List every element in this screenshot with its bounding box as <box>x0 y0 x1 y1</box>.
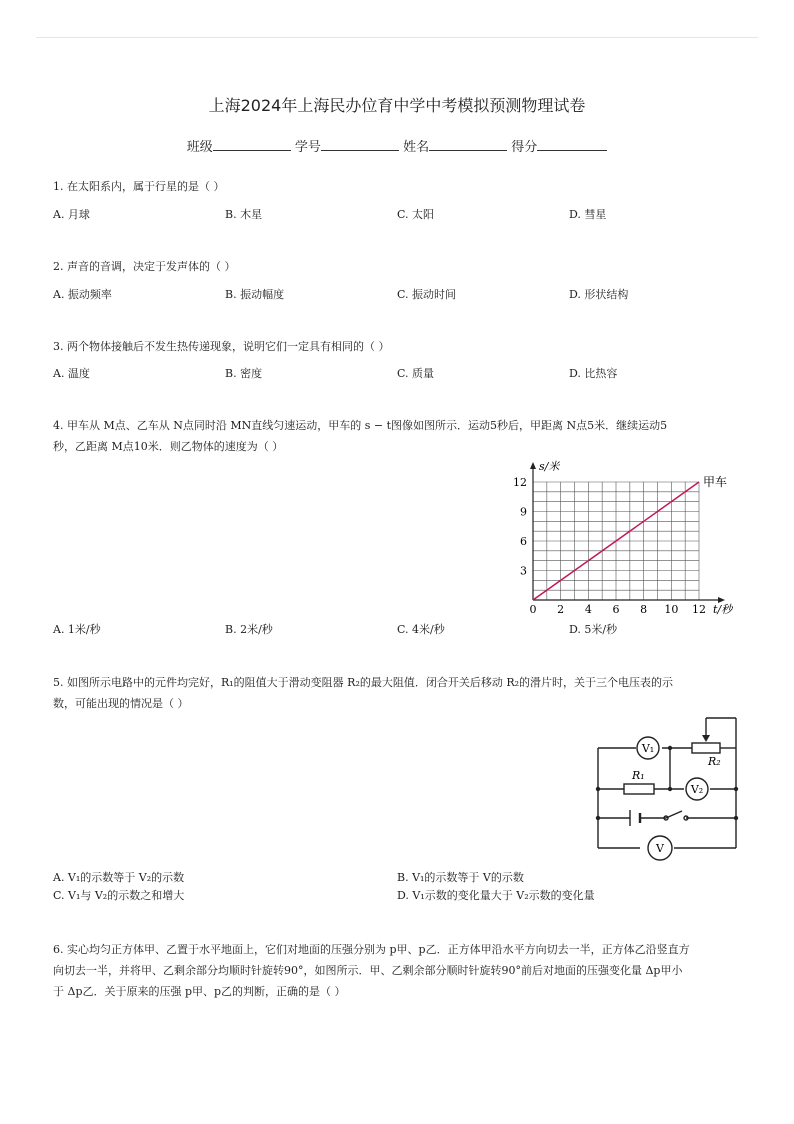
x-tick-label: 2 <box>557 603 565 616</box>
x-tick-label: 0 <box>529 603 537 616</box>
q3-option-a[interactable]: A. 温度 <box>53 367 90 380</box>
x-tick-label: 12 <box>692 603 706 616</box>
question-6-stem <box>53 939 743 1002</box>
slider-arrowhead <box>702 735 710 742</box>
v2-label: V₂ <box>690 783 704 796</box>
name-label: 姓名 <box>403 140 430 155</box>
class-label: 班级 <box>186 140 213 155</box>
x-tick-label: 8 <box>640 603 648 616</box>
q4-option-a[interactable]: A. 1米/秒 <box>53 623 101 636</box>
name-blank[interactable] <box>429 138 507 151</box>
question-4-stem <box>53 415 743 457</box>
x-tick-label: 6 <box>612 603 620 616</box>
q1-option-b[interactable]: B. 木星 <box>225 208 263 221</box>
x-axis-label: t/秒 <box>713 603 733 616</box>
score-blank[interactable] <box>537 138 607 151</box>
y-tick-label: 3 <box>520 564 527 578</box>
y-axis-label: s/米 <box>539 460 560 473</box>
number-blank[interactable] <box>321 138 399 151</box>
junction-dot <box>596 816 600 820</box>
r2-resistor <box>692 743 720 753</box>
y-tick-label: 6 <box>520 535 527 548</box>
page-title: 上海2024年上海民办位育中学中考模拟预测物理试卷 <box>208 96 586 115</box>
q5-option-a[interactable]: A. V₁的示数等于 V₂的示数 <box>53 871 185 884</box>
junction-dot <box>668 787 672 791</box>
question-2-stem: 2. 声音的音调，决定于发声体的（ ） <box>53 260 236 273</box>
q1-option-a[interactable]: A. 月球 <box>53 208 90 221</box>
class-blank[interactable] <box>213 138 291 151</box>
number-label: 学号 <box>294 140 321 155</box>
y-axis-arrow <box>530 462 536 469</box>
q4-option-b[interactable]: B. 2米/秒 <box>225 623 273 636</box>
question-5-stem <box>53 672 743 714</box>
q1-option-c[interactable]: C. 太阳 <box>397 208 435 221</box>
q5-option-b[interactable]: B. V₁的示数等于 V的示数 <box>397 871 524 884</box>
r2-label: R₂ <box>708 755 721 768</box>
chart-ticks <box>513 460 734 616</box>
student-info-row <box>0 136 794 155</box>
junction-dot <box>596 787 600 791</box>
y-tick-label: 12 <box>513 476 527 489</box>
q6-stem-line-1: 6. 实心均匀正方体甲、乙置于水平地面上，它们对地面的压强分别为 p甲、p乙．正方体甲沿水平方向切去一半，正方体乙沿竖直方 <box>53 943 690 956</box>
q3-option-d[interactable]: D. 比热容 <box>569 367 618 380</box>
q5-stem-line-1: 5. 如图所示电路中的元件均完好，R₁的阻值大于滑动变阻器 R₂的最大阻值．闭合开关后移动 R₂的滑片时，关于三个电压表的示 <box>53 676 674 689</box>
junction-dot <box>734 816 738 820</box>
junction-dot <box>668 746 672 750</box>
q4-stem-line-2: 秒，乙距离 M点10米．则乙物体的速度为（ ） <box>53 440 284 453</box>
r1-label: R₁ <box>632 769 645 782</box>
x-tick-label: 10 <box>664 603 679 616</box>
q2-option-d[interactable]: D. 形状结构 <box>569 288 629 301</box>
q3-option-c[interactable]: C. 质量 <box>397 367 435 380</box>
q2-option-c[interactable]: C. 振动时间 <box>397 288 457 301</box>
q3-option-b[interactable]: B. 密度 <box>225 367 263 380</box>
v1-label: V₁ <box>641 742 655 755</box>
q6-stem-line-3: 于 Δp乙．关于原来的压强 p甲、p乙的判断，正确的是（ ） <box>53 985 346 998</box>
header-divider <box>36 37 758 38</box>
q4-option-c[interactable]: C. 4米/秒 <box>397 623 445 636</box>
series-label-jia: 甲车 <box>703 475 728 489</box>
q2-option-b[interactable]: B. 振动幅度 <box>225 288 285 301</box>
q5-stem-line-2: 数，可能出现的情况是（ ） <box>53 697 189 710</box>
circuit-diagram <box>590 712 750 862</box>
question-1-stem: 1. 在太阳系内，属于行星的是（ ） <box>53 180 225 193</box>
q2-option-a[interactable]: A. 振动频率 <box>53 288 112 301</box>
q4-stem-line-1: 4. 甲车从 M点、乙车从 N点同时沿 MN直线匀速运动，甲车的 s − t图像如图所示．运动5秒后，甲距离 N点5米．继续运动5 <box>53 419 668 432</box>
q1-option-d[interactable]: D. 彗星 <box>569 208 607 221</box>
s-t-chart <box>505 458 745 616</box>
q5-option-d[interactable]: D. V₁示数的变化量大于 V₂示数的变化量 <box>397 889 595 902</box>
y-tick-label: 9 <box>520 505 527 519</box>
q6-stem-line-2: 向切去一半，并将甲、乙剩余部分均顺时针旋转90°，如图所示．甲、乙剩余部分顺时针旋转90°前后对地面的压强变化量 Δp甲小 <box>53 964 683 977</box>
x-tick-label: 4 <box>584 603 592 616</box>
question-3-stem: 3. 两个物体接触后不发生热传递现象，说明它们一定具有相同的（ ） <box>53 340 390 353</box>
q5-option-c[interactable]: C. V₁与 V₂的示数之和增大 <box>53 889 185 902</box>
q4-option-d[interactable]: D. 5米/秒 <box>569 623 618 636</box>
r1-resistor <box>624 784 654 794</box>
v-label: V <box>656 842 664 855</box>
score-label: 得分 <box>511 140 538 155</box>
junction-dot <box>734 787 738 791</box>
